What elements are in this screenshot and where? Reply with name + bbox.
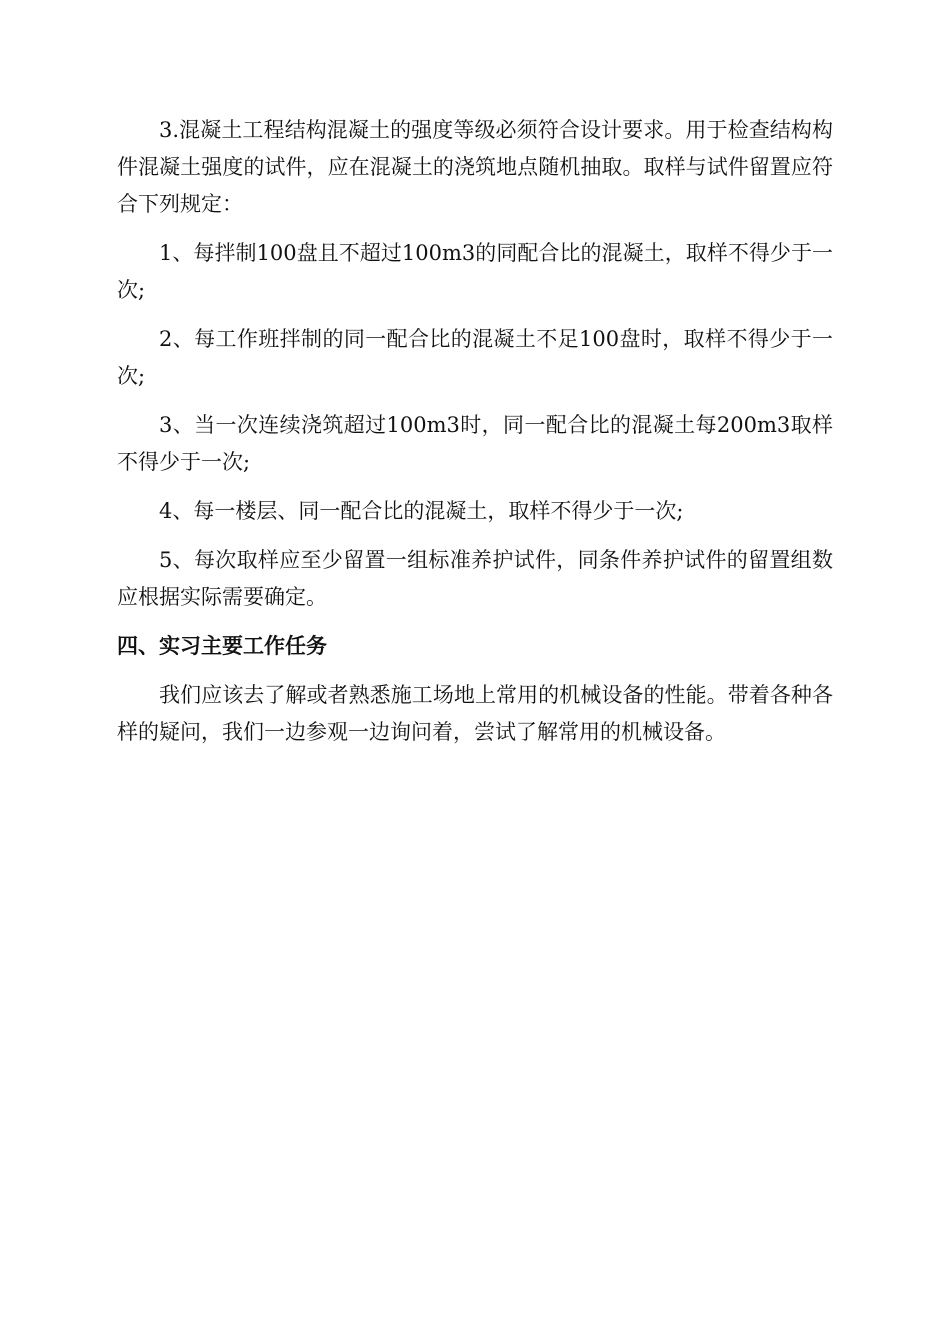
- paragraph-internship-tasks: 我们应该去了解或者熟悉施工场地上常用的机械设备的性能。带着各种各样的疑问，我们一边参观一边询问着，尝试了解常用的机械设备。: [117, 683, 833, 744]
- document-body: [117, 112, 833, 763]
- paragraph-rule-3: 3、当一次连续浇筑超过100m3时，同一配合比的混凝土每200m3取样不得少于一次;: [117, 413, 833, 474]
- section-heading: 四、实习主要工作任务: [117, 634, 327, 658]
- paragraph-rule-1: 1、每拌制100盘且不超过100m3的同配合比的混凝土，取样不得少于一次;: [117, 241, 833, 302]
- paragraph-rule-2: 2、每工作班拌制的同一配合比的混凝土不足100盘时，取样不得少于一次;: [117, 327, 833, 388]
- paragraph-rule-5: 5、每次取样应至少留置一组标准养护试件，同条件养护试件的留置组数应根据实际需要确定。: [117, 548, 833, 609]
- paragraph-rule-4: 4、每一楼层、同一配合比的混凝土，取样不得少于一次;: [159, 499, 684, 523]
- paragraph-concrete-strength: 3.混凝土工程结构混凝土的强度等级必须符合设计要求。用于检查结构构件混凝土强度的试件，应在混凝土的浇筑地点随机抽取。取样与试件留置应符合下列规定：: [117, 118, 833, 216]
